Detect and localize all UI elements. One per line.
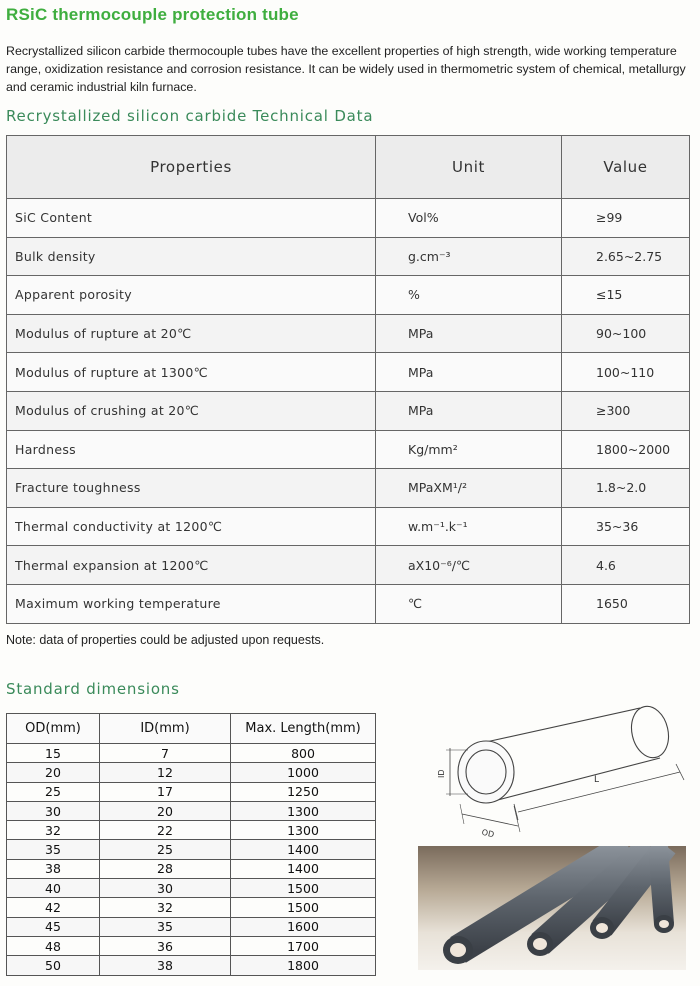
technical-data-title: Recrystallized silicon carbide Technical Data xyxy=(6,107,374,125)
table-row xyxy=(7,859,376,878)
table-row xyxy=(7,584,690,623)
tube-dimension-diagram xyxy=(428,700,690,840)
unit-cell: % xyxy=(376,276,562,315)
header-value: Value xyxy=(562,136,690,199)
value-cell: 1800~2000 xyxy=(562,430,690,469)
value-cell: 1.8~2.0 xyxy=(562,469,690,508)
table-row xyxy=(7,917,376,936)
property-cell: Apparent porosity xyxy=(7,276,376,315)
table-row xyxy=(7,956,376,975)
table-row xyxy=(7,276,690,315)
value-cell: ≤15 xyxy=(562,276,690,315)
unit-cell: ℃ xyxy=(376,584,562,623)
unit-cell: MPa xyxy=(376,314,562,353)
od-cell: 32 xyxy=(7,821,100,840)
od-cell: 38 xyxy=(7,859,100,878)
table-header-row xyxy=(7,136,690,199)
table-row xyxy=(7,391,690,430)
unit-cell: MPaXM¹/² xyxy=(376,469,562,508)
id-cell: 20 xyxy=(100,801,231,820)
value-cell: ≥99 xyxy=(562,199,690,238)
page-title: RSiC thermocouple protection tube xyxy=(6,5,299,24)
unit-cell: Kg/mm² xyxy=(376,430,562,469)
id-cell: 30 xyxy=(100,879,231,898)
od-cell: 40 xyxy=(7,879,100,898)
table-row xyxy=(7,430,690,469)
max-length-cell: 1400 xyxy=(231,859,376,878)
table-row xyxy=(7,821,376,840)
value-cell: 1650 xyxy=(562,584,690,623)
od-label: OD xyxy=(480,827,495,840)
table-header-row xyxy=(7,714,376,744)
id-cell: 32 xyxy=(100,898,231,917)
property-cell: Modulus of rupture at 20℃ xyxy=(7,314,376,353)
table-row xyxy=(7,801,376,820)
value-cell: 90~100 xyxy=(562,314,690,353)
max-length-cell: 1700 xyxy=(231,936,376,955)
table-row xyxy=(7,744,376,763)
od-cell: 20 xyxy=(7,763,100,782)
od-cell: 35 xyxy=(7,840,100,859)
header-max-length: Max. Length(mm) xyxy=(231,714,376,744)
od-cell: 48 xyxy=(7,936,100,955)
od-cell: 45 xyxy=(7,917,100,936)
unit-cell: MPa xyxy=(376,353,562,392)
header-id: ID(mm) xyxy=(100,714,231,744)
table-row xyxy=(7,314,690,353)
property-cell: Fracture toughness xyxy=(7,469,376,508)
table-row xyxy=(7,237,690,276)
od-cell: 15 xyxy=(7,744,100,763)
max-length-cell: 1500 xyxy=(231,898,376,917)
table-row xyxy=(7,936,376,955)
table-row xyxy=(7,199,690,238)
header-properties: Properties xyxy=(7,136,376,199)
table-row xyxy=(7,546,690,585)
value-cell: ≥300 xyxy=(562,391,690,430)
unit-cell: g.cm⁻³ xyxy=(376,237,562,276)
id-cell: 25 xyxy=(100,840,231,859)
property-cell: Modulus of crushing at 20℃ xyxy=(7,391,376,430)
standard-dimensions-title: Standard dimensions xyxy=(6,680,180,698)
id-cell: 12 xyxy=(100,763,231,782)
od-cell: 25 xyxy=(7,782,100,801)
table-row xyxy=(7,507,690,546)
id-cell: 38 xyxy=(100,956,231,975)
table-row xyxy=(7,353,690,392)
value-cell: 4.6 xyxy=(562,546,690,585)
technical-data-table xyxy=(6,135,690,624)
od-cell: 50 xyxy=(7,956,100,975)
unit-cell: Vol% xyxy=(376,199,562,238)
table-row xyxy=(7,840,376,859)
unit-cell: aX10⁻⁶/℃ xyxy=(376,546,562,585)
standard-dimensions-table xyxy=(6,713,376,976)
length-label: L xyxy=(594,775,600,785)
product-photo xyxy=(418,846,686,970)
max-length-cell: 1000 xyxy=(231,763,376,782)
id-cell: 36 xyxy=(100,936,231,955)
property-cell: Bulk density xyxy=(7,237,376,276)
header-od: OD(mm) xyxy=(7,714,100,744)
table-row xyxy=(7,782,376,801)
max-length-cell: 1250 xyxy=(231,782,376,801)
id-cell: 22 xyxy=(100,821,231,840)
properties-note: Note: data of properties could be adjusted upon requests. xyxy=(6,633,325,647)
max-length-cell: 800 xyxy=(231,744,376,763)
id-cell: 7 xyxy=(100,744,231,763)
max-length-cell: 1400 xyxy=(231,840,376,859)
id-label: ID xyxy=(437,769,446,778)
table-row xyxy=(7,469,690,508)
max-length-cell: 1600 xyxy=(231,917,376,936)
max-length-cell: 1500 xyxy=(231,879,376,898)
od-cell: 42 xyxy=(7,898,100,917)
property-cell: Modulus of rupture at 1300℃ xyxy=(7,353,376,392)
header-unit: Unit xyxy=(376,136,562,199)
intro-paragraph: Recrystallized silicon carbide thermocouple tubes have the excellent properties of high strength, wide working temperature range, oxidization resistance and corrosion resistance. It can be widely used in thermometric system of chemical, metallurgy and ceramic industrial kiln furnace. xyxy=(6,44,686,94)
unit-cell: w.m⁻¹.k⁻¹ xyxy=(376,507,562,546)
max-length-cell: 1300 xyxy=(231,821,376,840)
value-cell: 2.65~2.75 xyxy=(562,237,690,276)
property-cell: Thermal conductivity at 1200℃ xyxy=(7,507,376,546)
id-cell: 17 xyxy=(100,782,231,801)
od-cell: 30 xyxy=(7,801,100,820)
table-row xyxy=(7,879,376,898)
value-cell: 35~36 xyxy=(562,507,690,546)
property-cell: SiC Content xyxy=(7,199,376,238)
value-cell: 100~110 xyxy=(562,353,690,392)
max-length-cell: 1800 xyxy=(231,956,376,975)
max-length-cell: 1300 xyxy=(231,801,376,820)
unit-cell: MPa xyxy=(376,391,562,430)
table-row xyxy=(7,898,376,917)
property-cell: Hardness xyxy=(7,430,376,469)
id-cell: 35 xyxy=(100,917,231,936)
table-row xyxy=(7,763,376,782)
property-cell: Maximum working temperature xyxy=(7,584,376,623)
property-cell: Thermal expansion at 1200℃ xyxy=(7,546,376,585)
id-cell: 28 xyxy=(100,859,231,878)
